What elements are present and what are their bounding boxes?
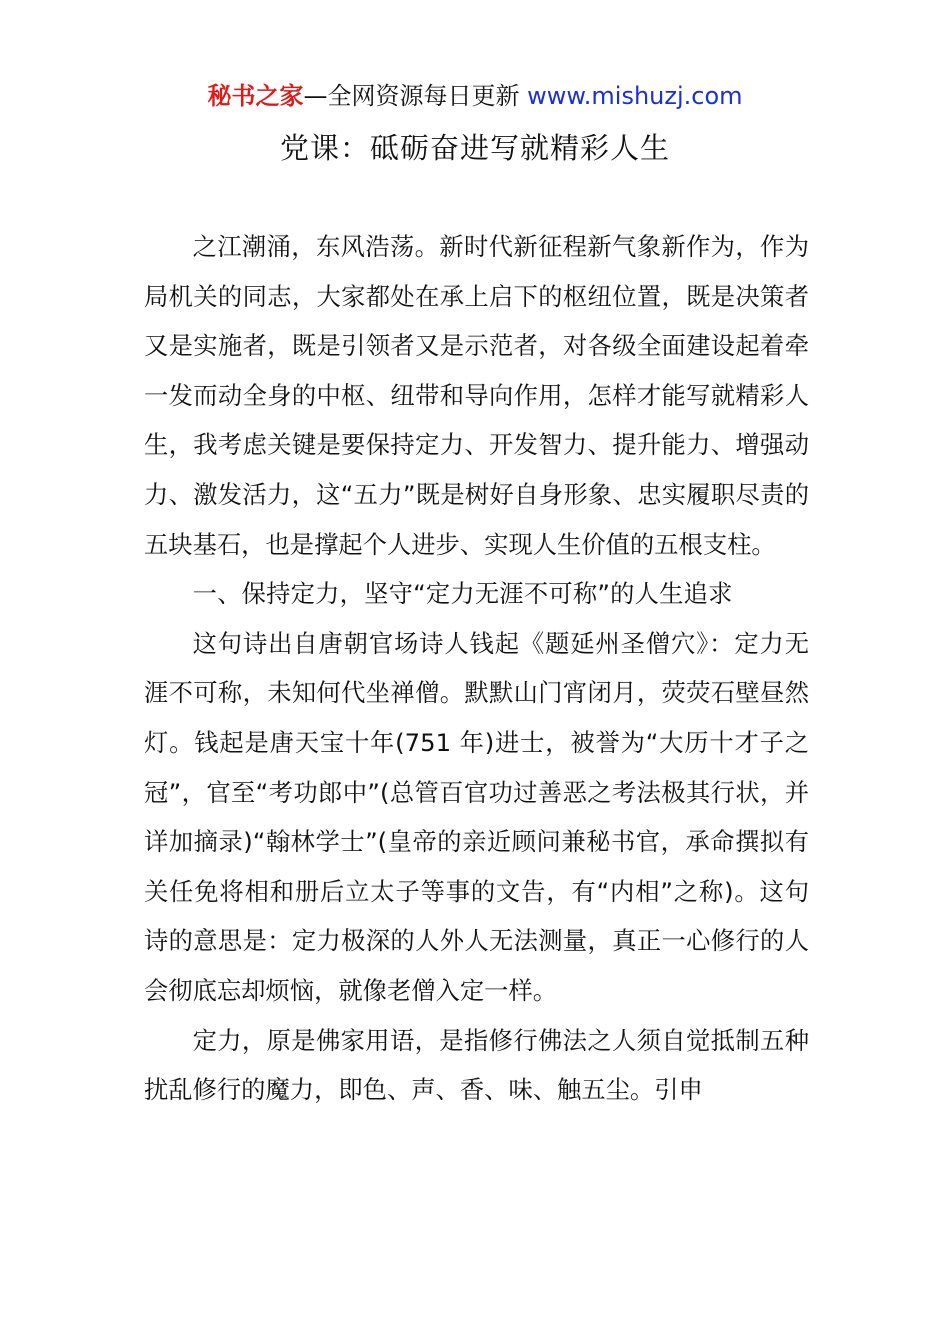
paragraph-definition: 定力，原是佛家用语，是指修行佛法之人须自觉抵制五种扰乱修行的魔力，即色、声、香、味、触五尘。引申 bbox=[144, 1025, 809, 1105]
header-banner bbox=[0, 80, 950, 112]
paragraph-intro: 之江潮涌，东风浩荡。新时代新征程新气象新作为，作为局机关的同志，大家都处在承上启下的枢纽位置，既是决策者又是实施者，既是引领者又是示范者，对各级全面建设起着牵一发而动全身的中枢、纽带和导向作用，怎样才能写就精彩人生，我考虑关键是要保持定力、开发智力、提升能力、增强动力、激发活力，这“五力”既是树好自身形象、忠实履职尽责的五块基石，也是撑起个人进步、实现人生价值的五根支柱。 bbox=[144, 232, 809, 559]
site-url-link[interactable]: www.mishuzj.com bbox=[527, 82, 743, 110]
section-heading: 一、保持定力，坚守“定力无涯不可称”的人生追求 bbox=[192, 579, 733, 609]
header-tagline: —全网资源每日更新 bbox=[303, 82, 528, 110]
document-title: 党课：砥砺奋进写就精彩人生 bbox=[279, 131, 670, 165]
brand-name: 秘书之家 bbox=[207, 82, 304, 110]
document-body bbox=[144, 222, 809, 1115]
paragraph-poem-source: 这句诗出自唐朝官场诗人钱起《题延州圣僧穴》：定力无涯不可称，未知何代坐禅僧。默默山门宵闭月，荧荧石壁昼然灯。钱起是唐天宝十年(751 年)进士，被誉为“大历十才子之冠”，官至“考功郎中”(总管百官功过善恶之考法极其行状，并详加摘录)“翰林学士”(皇帝的亲近顾问兼秘书官，承命撰拟有关任免将相和册后立太子等事的文告，有“内相”之称)。这句诗的意思是：定力极深的人外人无法测量，真正一心修行的人会彻底忘却烦恼，就像老僧入定一样。 bbox=[144, 628, 809, 1005]
